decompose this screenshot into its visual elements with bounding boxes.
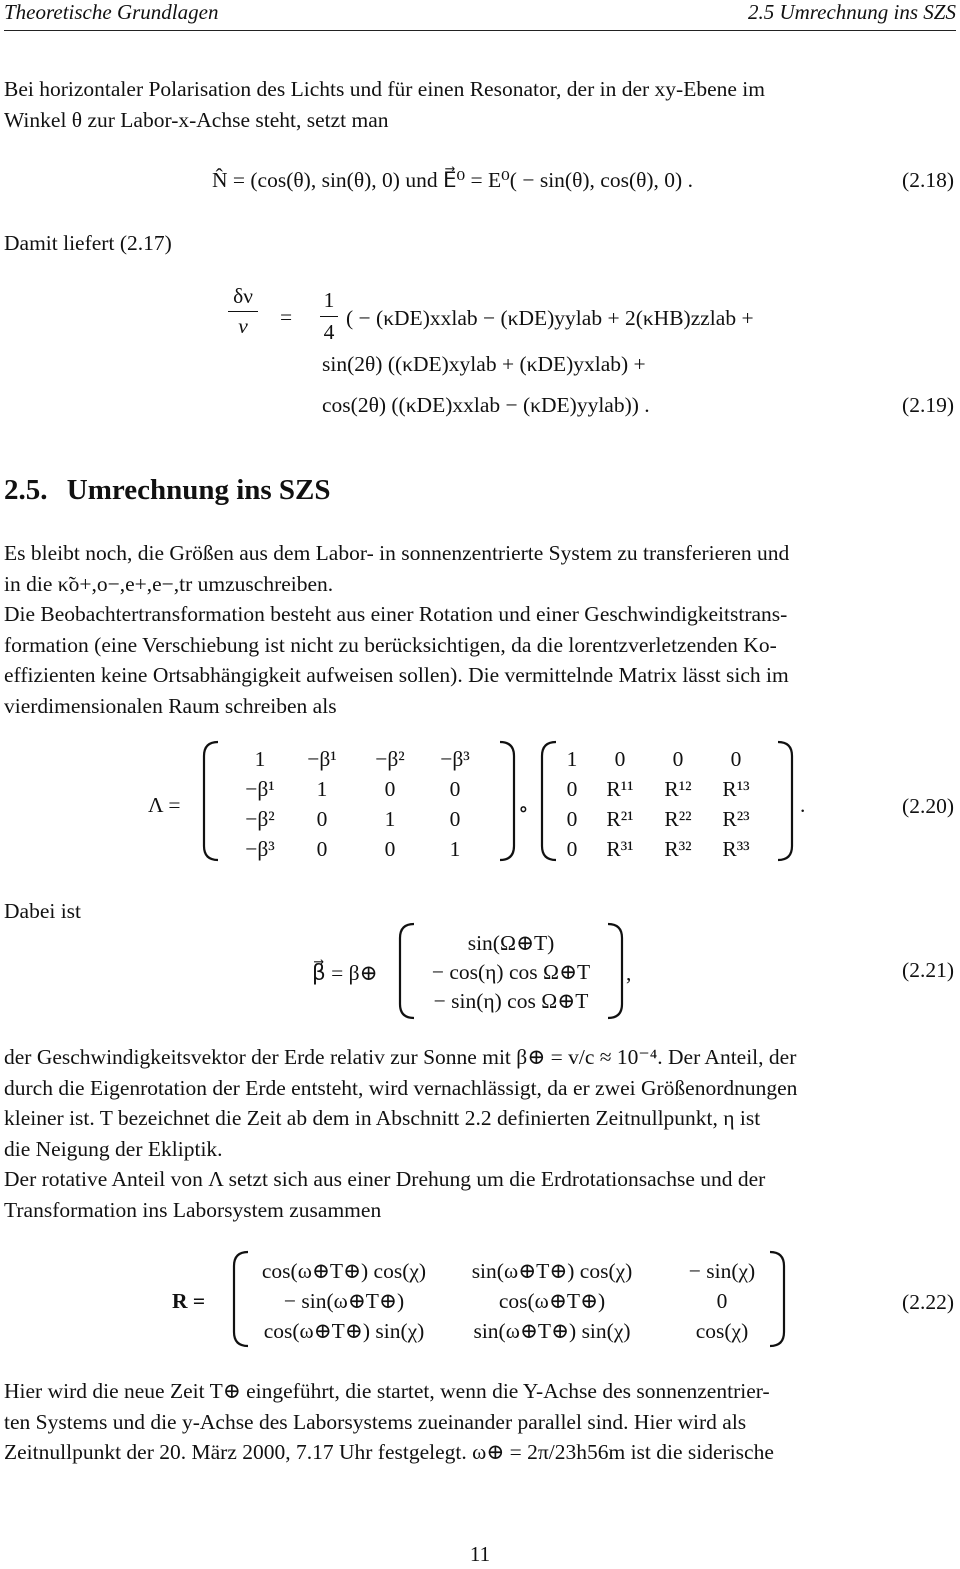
matrixR-cell: − sin(ω⊕T⊕) — [283, 1289, 405, 1313]
equation-number-2-19: (2.19) — [902, 393, 954, 417]
para4-line-2: ten Systems und die y-Achse des Laborsystems zueinander parallel sind. Hier wird als — [4, 1409, 747, 1434]
paragraph-3 — [4, 1042, 954, 1225]
para3-line-6: Transformation ins Laborsystem zusammen — [4, 1197, 382, 1222]
equation-number-2-21: (2.21) — [902, 958, 954, 982]
fraction-bar — [228, 311, 258, 312]
matrix2-cell: 0 — [566, 807, 578, 831]
para3-line-4: die Neigung der Ekliptik. — [4, 1136, 223, 1161]
matrix1-cell: −β³ — [440, 747, 470, 771]
para2-line-3: effizienten keine Ortsabhängigkeit aufweisen sollen). Die vermittelnde Matrix lässt sich im — [4, 663, 789, 687]
header-chapter: Theoretische Grundlagen — [4, 0, 219, 24]
eq221-lhs: β⃗ = β⊕ — [312, 961, 378, 985]
equation-2-18: N̂ = (cos(θ), sin(θ), 0) und E⃗⁰ = E⁰( − sin(θ), cos(θ), 0) . — [212, 168, 693, 192]
section-title: Umrechnung ins SZS — [66, 474, 331, 506]
lhs-denominator: ν — [238, 314, 248, 338]
paragraph-4 — [4, 1376, 954, 1468]
eq219-row-2: sin(2θ) ((κDE)xylab + (κDE)yxlab) + — [322, 352, 646, 376]
equation-2-22 — [0, 1240, 960, 1360]
matrix1-cell: −β² — [375, 747, 405, 771]
left-paren-1 — [204, 742, 218, 860]
matrix2-cell: 1 — [566, 747, 578, 771]
lhs-numerator: δν — [233, 284, 253, 308]
matrixR-cell: cos(ω⊕T⊕) sin(χ) — [263, 1319, 425, 1343]
equation-number-2-20: (2.20) — [902, 794, 954, 818]
matrix2-cell: R²² — [664, 807, 692, 831]
matrix-lambda-boost — [245, 747, 470, 861]
matrix2-cell: R³² — [664, 837, 692, 861]
intro-paragraph — [4, 74, 954, 135]
matrix1-cell: 1 — [316, 777, 328, 801]
eq219-row-1: ( − (κDE)xxlab − (κDE)yylab + 2(κHB)zzlab + — [346, 306, 754, 330]
vector-cell: sin(Ω⊕T) — [467, 931, 555, 955]
compose-operator: ∘ — [518, 797, 529, 821]
matrix1-cell: 0 — [449, 777, 461, 801]
right-paren-2 — [778, 742, 792, 860]
matrixR-cell: 0 — [716, 1289, 728, 1313]
matrixR-cell: cos(ω⊕T⊕) — [498, 1289, 606, 1313]
left-paren-vec — [400, 924, 414, 1018]
equation-2-21 — [0, 912, 960, 1032]
damit-text — [4, 228, 954, 259]
intro-line-1: Bei horizontaler Polarisation des Lichts und für einen Resonator, der in der xy-Ebene im — [4, 77, 765, 101]
matrixR-cell: cos(χ) — [695, 1319, 749, 1343]
section-heading — [4, 474, 331, 507]
running-header — [4, 0, 956, 26]
matrix1-cell: 0 — [316, 807, 328, 831]
para3-line-2: durch die Eigenrotation der Erde entsteht, wird vernachlässigt, da er zwei Größenordnungen — [4, 1075, 798, 1100]
vector-cell: − sin(η) cos Ω⊕T — [433, 989, 589, 1013]
eq222-lhs: R = — [172, 1289, 206, 1313]
matrix2-cell: 0 — [566, 777, 578, 801]
matrix2-cell: 0 — [566, 837, 578, 861]
matrixR-cell: sin(ω⊕T⊕) cos(χ) — [471, 1259, 633, 1283]
para3-line-1: der Geschwindigkeitsvektor der Erde relativ zur Sonne mit β⊕ = v/c ≈ 10⁻⁴. Der Anteil, der — [4, 1045, 797, 1069]
para1-line-1: Es bleibt noch, die Größen aus dem Labor- in sonnenzentrierte System zu transferieren und — [4, 541, 790, 565]
matrixR-cell: − sin(χ) — [688, 1259, 756, 1283]
para3-line-5: Der rotative Anteil von Λ setzt sich aus einer Drehung um die Erdrotationsachse und der — [4, 1167, 766, 1191]
eq219-row-3: cos(2θ) ((κDE)xxlab − (κDE)yylab)) . — [322, 393, 650, 417]
matrix1-cell: 1 — [384, 807, 396, 831]
dabei-line: Dabei ist — [4, 899, 82, 923]
page-number: 11 — [469, 1542, 491, 1566]
matrix1-cell: 0 — [384, 777, 396, 801]
matrix1-cell: 0 — [384, 837, 396, 861]
para2-line-4: vierdimensionalen Raum schreiben als — [4, 693, 337, 718]
section-number: 2.5. — [4, 474, 48, 506]
eq220-lhs: Λ = — [148, 793, 181, 817]
matrix2-cell: R³¹ — [606, 837, 634, 861]
quarter-bar — [320, 316, 338, 317]
para2-line-2: formation (eine Verschiebung ist nicht zu berücksichtigen, da die lorentzverletzenden Ko- — [4, 632, 777, 657]
matrix1-cell: 1 — [254, 747, 266, 771]
matrix1-cell: −β³ — [245, 837, 275, 861]
eq221-tail: , — [626, 961, 632, 985]
para3-line-3: kleiner ist. T bezeichnet die Zeit ab dem in Abschnitt 2.2 definierten Zeitnullpunkt, η ist — [4, 1106, 761, 1130]
paragraph-1 — [4, 538, 954, 599]
header-section: 2.5 Umrechnung ins SZS — [747, 0, 956, 24]
right-paren-r — [770, 1252, 784, 1346]
matrix2-cell: R³³ — [722, 837, 750, 861]
lhs-fraction — [228, 284, 258, 339]
para1-line-2: in die κ̃o+,o−,e+,e−,tr umzuschreiben. — [4, 571, 334, 596]
eq220-tail: . — [800, 793, 806, 817]
matrix1-cell: −β¹ — [245, 777, 275, 801]
quarter-numerator: 1 — [323, 288, 335, 312]
matrix1-cell: −β² — [245, 807, 275, 831]
matrix1-cell: −β¹ — [307, 747, 337, 771]
matrix2-cell: R¹¹ — [606, 777, 634, 801]
matrix2-cell: R¹² — [664, 777, 692, 801]
equation-number-2-18: (2.18) — [902, 168, 954, 192]
quarter-fraction — [320, 288, 338, 345]
matrix2-cell: 0 — [614, 747, 626, 771]
matrix2-cell: R²³ — [722, 807, 750, 831]
matrix1-cell: 0 — [316, 837, 328, 861]
matrix-rotation — [567, 747, 751, 861]
matrix1-cell: 0 — [449, 807, 461, 831]
matrix2-cell: R²¹ — [606, 807, 634, 831]
intro-line-2: Winkel θ zur Labor-x-Achse steht, setzt man — [4, 107, 389, 132]
matrixR-cell: cos(ω⊕T⊕) cos(χ) — [261, 1259, 427, 1283]
para2-line-1: Die Beobachtertransformation besteht aus einer Rotation und einer Geschwindigkeitstrans- — [4, 602, 788, 626]
vector-cell: − cos(η) cos Ω⊕T — [431, 960, 591, 984]
matrix2-cell: R¹³ — [722, 777, 750, 801]
para4-line-1: Hier wird die neue Zeit T⊕ eingeführt, die startet, wenn die Y-Achse des sonnenzentrier- — [4, 1379, 770, 1403]
matrix-R — [262, 1259, 755, 1343]
equation-2-20 — [0, 730, 960, 880]
equation-number-2-22: (2.22) — [902, 1290, 954, 1314]
header-rule — [4, 30, 956, 31]
matrix1-cell: 1 — [449, 837, 461, 861]
quarter-denominator: 4 — [323, 320, 335, 344]
left-paren-2 — [542, 742, 556, 860]
damit-line: Damit liefert (2.17) — [4, 231, 172, 255]
para4-line-3: Zeitnullpunkt der 20. März 2000, 7.17 Uhr festgelegt. ω⊕ = 2π/23h56m ist die siderische — [4, 1440, 774, 1464]
beta-vector — [432, 931, 590, 1013]
matrix2-cell: 0 — [672, 747, 684, 771]
left-paren-r — [234, 1252, 248, 1346]
paragraph-2 — [4, 599, 954, 721]
matrix2-cell: 0 — [730, 747, 742, 771]
right-paren-vec — [608, 924, 622, 1018]
equals-sign: = — [280, 305, 293, 329]
right-paren-1 — [500, 742, 514, 860]
matrixR-cell: sin(ω⊕T⊕) sin(χ) — [473, 1319, 631, 1343]
